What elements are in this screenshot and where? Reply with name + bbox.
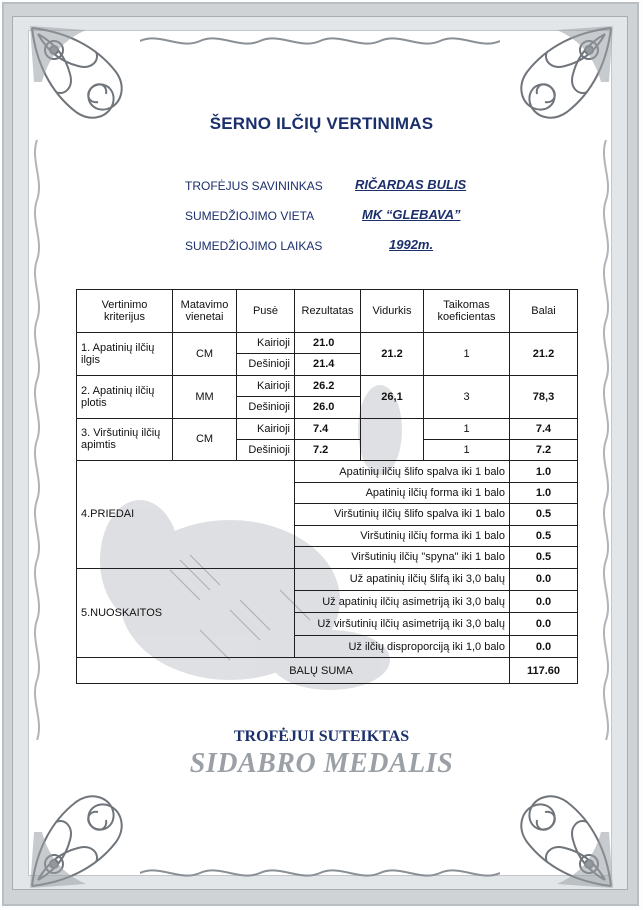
criterion-cell: 3. Viršutinių ilčių apimtis (77, 418, 173, 461)
scoring-table (76, 289, 578, 684)
side-right: Dešinioji (237, 439, 295, 460)
result-right: 21.4 (295, 354, 361, 375)
total-label: BALŲ SUMA (77, 658, 510, 684)
result-left: 21.0 (295, 332, 361, 353)
result-left: 26.2 (295, 375, 361, 396)
nuoskaitos-item: Už ilčių disproporciją iki 1,0 balo (295, 635, 510, 657)
coefficient-cell: 1 (424, 332, 510, 375)
table-row (77, 418, 578, 439)
side-left: Kairioji (237, 375, 295, 396)
ornament-border-icon (597, 140, 615, 740)
points-cell: 78,3 (510, 375, 578, 418)
header-unit: Matavimo vienetai (173, 290, 237, 333)
nuoskaitos-points: 0.0 (510, 590, 578, 612)
ornament-border-icon (140, 862, 500, 884)
table-row (77, 568, 578, 590)
priedai-item: Viršutinių ilčių šlifo spalva iki 1 balo (295, 504, 510, 525)
section-priedai: 4.PRIEDAI (77, 461, 295, 568)
header-criterion: Vertinimo kriterijus (77, 290, 173, 333)
result-left: 7.4 (295, 418, 361, 439)
hunt-time-value: 1992m. (389, 237, 434, 252)
nuoskaitos-points: 0.0 (510, 635, 578, 657)
ornament-corner-icon (26, 772, 146, 892)
header-coefficient: Taikomas koeficientas (424, 290, 510, 333)
total-value: 117.60 (510, 658, 578, 684)
criterion-cell: 1. Apatinių ilčių ilgis (77, 332, 173, 375)
priedai-points: 0.5 (510, 504, 578, 525)
side-right: Dešinioji (237, 397, 295, 418)
criterion-cell: 2. Apatinių ilčių plotis (77, 375, 173, 418)
average-cell: 26,1 (361, 375, 424, 418)
header-points: Balai (510, 290, 578, 333)
header-average: Vidurkis (361, 290, 424, 333)
side-left: Kairioji (237, 332, 295, 353)
side-left: Kairioji (237, 418, 295, 439)
unit-cell: CM (173, 418, 237, 461)
coefficient-cell: 3 (424, 375, 510, 418)
priedai-points: 1.0 (510, 482, 578, 503)
header-side: Pusė (237, 290, 295, 333)
hunt-place-value: MK “GLEBAVA” (362, 207, 461, 222)
nuoskaitos-points: 0.0 (510, 613, 578, 635)
priedai-item: Viršutinių ilčių "spyna" iki 1 balo (295, 547, 510, 568)
medal-title: SIDABRO MEDALIS (189, 748, 454, 779)
priedai-points: 1.0 (510, 461, 578, 482)
nuoskaitos-points: 0.0 (510, 568, 578, 590)
ornament-border-icon (28, 140, 46, 740)
points-cell: 7.2 (510, 439, 578, 460)
priedai-points: 0.5 (510, 547, 578, 568)
ornament-border-icon (140, 30, 500, 52)
side-right: Dešinioji (237, 354, 295, 375)
average-cell: 21.2 (361, 332, 424, 375)
nuoskaitos-item: Už apatinių ilčių šlifą iki 3,0 balų (295, 568, 510, 590)
points-cell: 7.4 (510, 418, 578, 439)
owner-value: RIČARDAS BULIS (355, 177, 467, 192)
result-right: 7.2 (295, 439, 361, 460)
points-cell: 21.2 (510, 332, 578, 375)
table-row (77, 461, 578, 482)
section-nuoskaitos: 5.NUOSKAITOS (77, 568, 295, 658)
table-header-row (77, 290, 578, 333)
hunt-time-label: SUMEDŽIOJIMO LAIKAS (185, 239, 323, 253)
average-cell-empty (361, 418, 424, 461)
result-right: 26.0 (295, 397, 361, 418)
document-title: ŠERNO ILČIŲ VERTINIMAS (209, 114, 434, 133)
table-row (77, 332, 578, 353)
total-row (77, 658, 578, 684)
unit-cell: CM (173, 332, 237, 375)
awarded-label: TROFĖJUI SUTEIKTAS (233, 728, 410, 745)
ornament-corner-icon (497, 772, 617, 892)
hunt-place-label: SUMEDŽIOJIMO VIETA (185, 209, 315, 223)
table-row (77, 375, 578, 396)
coefficient-cell: 1 (424, 418, 510, 439)
priedai-item: Viršutinių ilčių forma iki 1 balo (295, 525, 510, 546)
owner-label: TROFĖJUS SAVININKAS (185, 179, 323, 193)
header-result: Rezultatas (295, 290, 361, 333)
nuoskaitos-item: Už viršutinių ilčių asimetriją iki 3,0 balų (295, 613, 510, 635)
coefficient-cell: 1 (424, 439, 510, 460)
unit-cell: MM (173, 375, 237, 418)
priedai-points: 0.5 (510, 525, 578, 546)
priedai-item: Apatinių ilčių forma iki 1 balo (295, 482, 510, 503)
nuoskaitos-item: Už apatinių ilčių asimetriją iki 3,0 balų (295, 590, 510, 612)
priedai-item: Apatinių ilčių šlifo spalva iki 1 balo (295, 461, 510, 482)
